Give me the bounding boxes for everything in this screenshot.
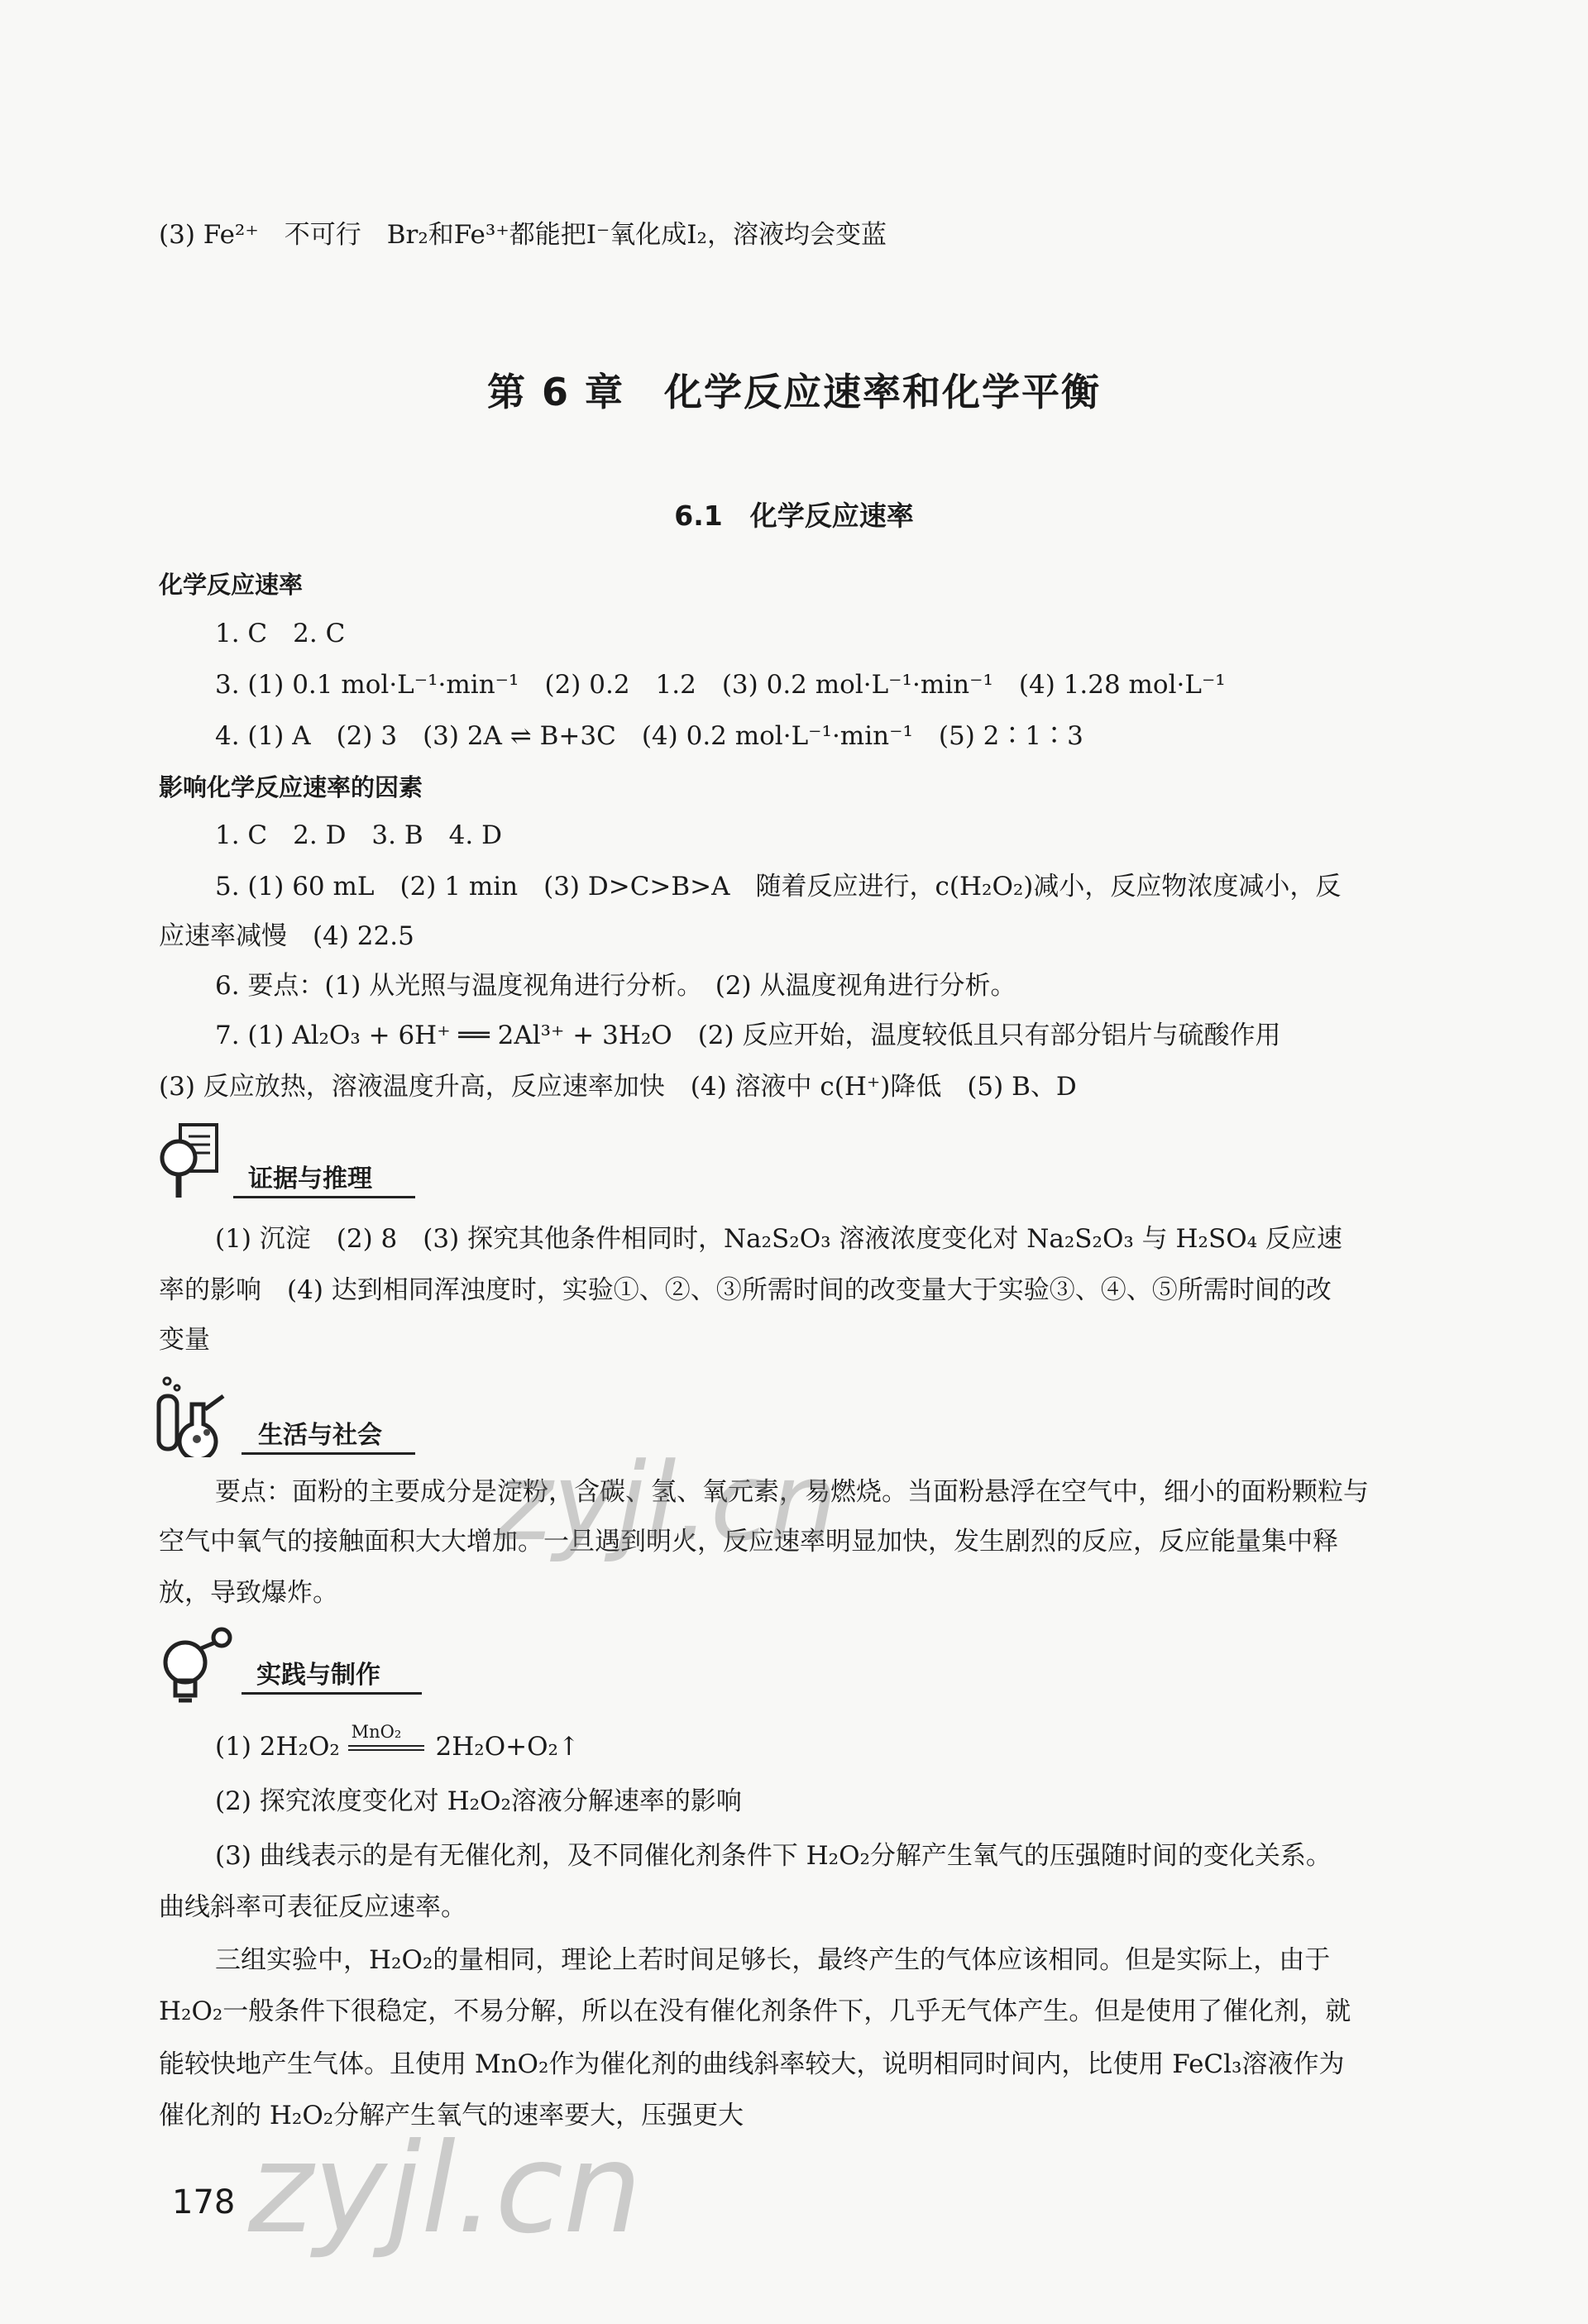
equation-products: 2H₂O+O₂↑ [427, 1732, 580, 1762]
section-title: 6.1 化学反应速率 [674, 500, 914, 532]
answer-line: (2) 探究浓度变化对 H₂O₂溶液分解速率的影响 [215, 1786, 742, 1816]
answer-line: (1) 沉淀 (2) 8 (3) 探究其他条件相同时，Na₂S₂O₃ 溶液浓度变化对 Na₂S₂O₃ 与 H₂SO₄ 反应速 [215, 1224, 1342, 1254]
answer-line: 7. (1) Al₂O₃ + 6H⁺ ══ 2Al³⁺ + 3H₂O (2) 反应开始，温度较低且只有部分铝片与硫酸作用 [215, 1021, 1281, 1050]
answer-line: (3) 曲线表示的是有无催化剂，及不同催化剂条件下 H₂O₂分解产生氧气的压强随时间的变化关系。 [215, 1841, 1332, 1871]
paragraph-line: 催化剂的 H₂O₂分解产生氧气的速率要大，压强更大 [159, 2101, 744, 2130]
watermark: zyjl.cn [248, 2117, 643, 2261]
equation-reactants: (1) 2H₂O₂ [215, 1732, 348, 1762]
answer-line: 空气中氧气的接触面积大大增加。一旦遇到明火，反应速率明显加快，发生剧烈的反应，反应能量集中释 [159, 1527, 1338, 1557]
lab-flask-icon [154, 1375, 237, 1457]
page-number: 178 [172, 2183, 236, 2221]
watermark: zyjl.cn [496, 1439, 838, 1565]
lightbulb-icon [155, 1626, 238, 1705]
paragraph-line: 能较快地产生气体。且使用 MnO₂作为催化剂的曲线斜率较大，说明相同时间内，比使用 FeCl₃溶液作为 [159, 2049, 1345, 2079]
answer-line: 曲线斜率可表征反应速率。 [159, 1892, 466, 1922]
chapter-title: 第 6 章 化学反应速率和化学平衡 [486, 370, 1102, 414]
answer-line: 1. C 2. D 3. B 4. D [215, 820, 502, 850]
answer-line: 要点：面粉的主要成分是淀粉，含碳、氢、氧元素，易燃烧。当面粉悬浮在空气中，细小的面粉颗粒与 [215, 1477, 1369, 1507]
answer-line: 1. C 2. C [215, 619, 346, 648]
paragraph-line: 三组实验中，H₂O₂的量相同，理论上若时间足够长，最终产生的气体应该相同。但是实际上，由于 [215, 1945, 1331, 1975]
answer-line: 应速率减慢 (4) 22.5 [159, 921, 414, 951]
paragraph-line: H₂O₂一般条件下很稳定，不易分解，所以在没有催化剂条件下，几乎无气体产生。但是使用了催化剂，就 [159, 1996, 1351, 2026]
answer-line: 5. (1) 60 mL (2) 1 min (3) D>C>B>A 随着反应进行，c(H₂O₂)减小，反应物浓度减小，反 [215, 872, 1342, 901]
answer-line: 3. (1) 0.1 mol·L⁻¹·min⁻¹ (2) 0.2 1.2 (3) 0.2 mol·L⁻¹·min⁻¹ (4) 1.28 mol·L⁻¹ [215, 670, 1226, 700]
box-heading-practice: 实践与制作 [256, 1661, 380, 1690]
subheading-factors: 影响化学反应速率的因素 [159, 773, 423, 801]
answer-line: 4. (1) A (2) 3 (3) 2A ⇌ B+3C (4) 0.2 mol·L⁻¹·min⁻¹ (5) 2∶1∶3 [215, 721, 1083, 751]
heading-underline [233, 1196, 415, 1198]
box-heading-evidence: 证据与推理 [248, 1164, 372, 1193]
answer-line: 变量 [159, 1325, 210, 1355]
answer-line: (3) 反应放热，溶液温度升高，反应速率加快 (4) 溶液中 c(H⁺)降低 (5) B、D [159, 1072, 1077, 1102]
answer-line: 6. 要点：(1) 从光照与温度视角进行分析。 (2) 从温度视角进行分析。 [215, 971, 1016, 1001]
heading-underline [242, 1452, 415, 1455]
heading-underline [242, 1692, 422, 1695]
equation-line [215, 1722, 580, 1765]
box-heading-life-society: 生活与社会 [258, 1421, 382, 1450]
catalyst-arrow [348, 1722, 428, 1765]
answer-line: 放，导致爆炸。 [159, 1578, 338, 1608]
top-answer-line: (3) Fe²⁺ 不可行 Br₂和Fe³⁺都能把I⁻氧化成I₂，溶液均会变蓝 [159, 220, 887, 250]
catalyst-label: MnO₂ [351, 1722, 402, 1742]
subheading-reaction-rate: 化学反应速率 [159, 571, 304, 599]
magnifier-document-icon [155, 1121, 230, 1201]
answer-line: 率的影响 (4) 达到相同浑浊度时，实验①、②、③所需时间的改变量大于实验③、④、⑤所需时间的改 [159, 1275, 1332, 1305]
